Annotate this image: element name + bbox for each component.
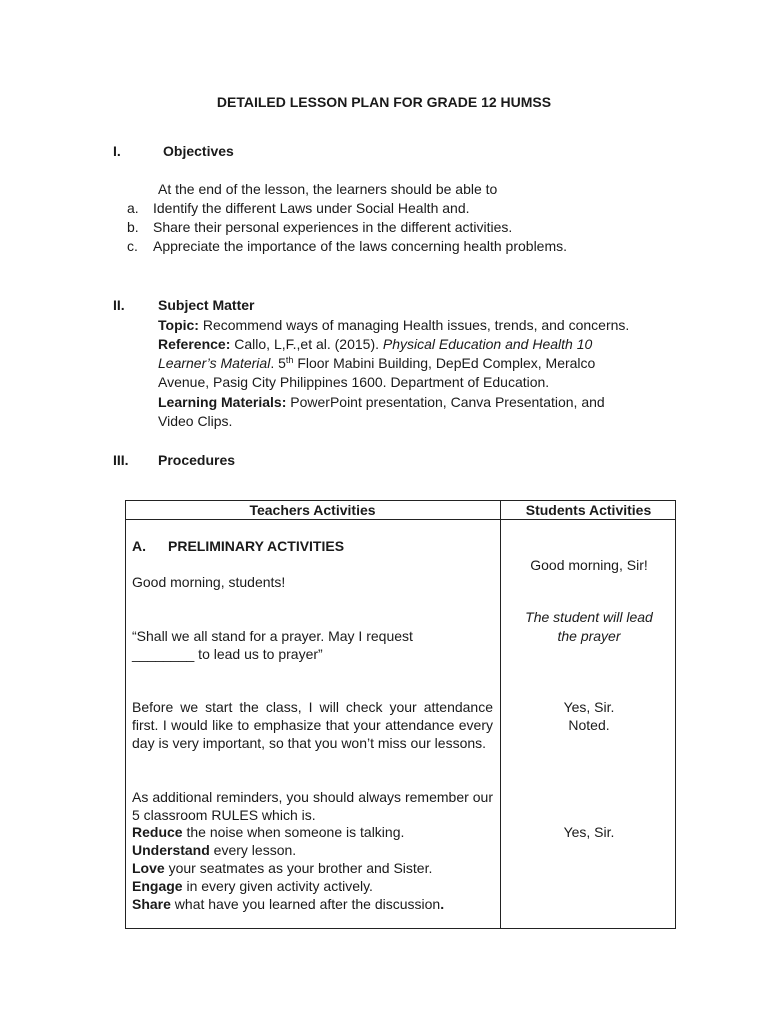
student-yes-2: Yes, Sir. <box>563 824 615 840</box>
student-greeting: Good morning, Sir! <box>530 557 648 573</box>
objective-marker: b. <box>127 219 139 235</box>
reference-address-2: Avenue, Pasig City Philippines 1600. Department of Education. <box>158 374 550 390</box>
objective-item: Appreciate the importance of the laws concerning health problems. <box>153 238 568 254</box>
student-noted: Noted. <box>568 717 610 733</box>
reference-superscript: th <box>285 355 294 365</box>
reference-line-2 <box>158 354 595 373</box>
section-title: PRELIMINARY ACTIVITIES <box>168 538 345 554</box>
section-number-objectives: I. <box>113 143 121 159</box>
rule-word: Reduce <box>132 824 183 840</box>
materials-label: Learning Materials: <box>158 394 287 410</box>
materials-text-1: PowerPoint presentation, Canva Presentation, and <box>290 394 605 410</box>
reference-authors: Callo, L,F.,et al. (2015). <box>234 336 380 352</box>
student-prayer-line-2: the prayer <box>557 628 621 644</box>
rule-word: Understand <box>132 842 210 858</box>
objectives-intro: At the end of the lesson, the learners should be able to <box>158 181 498 197</box>
topic-line <box>158 316 629 335</box>
objective-item: Identify the different Laws under Social Health and. <box>153 200 470 216</box>
students-activities-header: Students Activities <box>525 502 652 518</box>
rule-text: the noise when someone is talking. <box>182 824 405 840</box>
teacher-attendance: Before we start the class, I will check your attendance first. I would like to emphasize that your attendance every day is very important, so that you won’t miss our lessons. <box>132 699 493 751</box>
teacher-prayer-line-2: ________ to lead us to prayer” <box>132 646 323 662</box>
rule-share <box>132 895 493 913</box>
materials-line-1 <box>158 393 605 412</box>
reference-label: Reference: <box>158 336 231 352</box>
rule-text: in every given activity actively. <box>182 878 373 894</box>
preliminary-activities-heading <box>132 537 493 555</box>
document-title: DETAILED LESSON PLAN FOR GRADE 12 HUMSS <box>216 94 552 110</box>
rule-word: Love <box>132 860 165 876</box>
student-prayer-line-1: The student will lead <box>525 609 653 625</box>
rule-engage <box>132 877 493 895</box>
section-number-subject-matter: II. <box>113 297 125 313</box>
section-letter: A. <box>132 538 146 554</box>
rule-understand <box>132 841 493 859</box>
materials-text-2: Video Clips. <box>158 413 233 429</box>
rule-end: . <box>440 896 445 912</box>
rule-text: your seatmates as your brother and Sister. <box>164 860 433 876</box>
teachers-activities-header: Teachers Activities <box>249 502 376 518</box>
section-heading-procedures: Procedures <box>158 452 236 468</box>
rule-text: every lesson. <box>209 842 297 858</box>
objective-item: Share their personal experiences in the different activities. <box>153 219 513 235</box>
rule-word: Share <box>132 896 171 912</box>
teacher-reminders: As additional reminders, you should always remember our 5 classroom RULES which is. <box>132 789 493 823</box>
reference-title-1: Physical Education and Health 10 <box>382 336 593 352</box>
rule-reduce <box>132 823 493 841</box>
teacher-prayer-line-1: “Shall we all stand for a prayer. May I request <box>132 628 413 644</box>
reference-title-2: Learner’s Material <box>158 355 271 371</box>
objective-marker: a. <box>127 200 139 216</box>
rule-love <box>132 859 493 877</box>
topic-label: Topic: <box>158 317 199 333</box>
table-header-divider <box>125 519 676 520</box>
reference-line-1 <box>158 335 592 354</box>
rule-word: Engage <box>132 878 183 894</box>
rule-text: what have you learned after the discussion <box>170 896 441 912</box>
teacher-greeting: Good morning, students! <box>132 574 286 590</box>
section-number-procedures: III. <box>113 452 129 468</box>
objective-marker: c. <box>127 238 138 254</box>
section-heading-subject-matter: Subject Matter <box>158 297 255 313</box>
student-yes-1: Yes, Sir. <box>563 699 615 715</box>
section-heading-objectives: Objectives <box>163 143 234 159</box>
topic-text: Recommend ways of managing Health issues, trends, and concerns. <box>202 317 630 333</box>
reference-after-title: . 5 <box>270 355 286 371</box>
reference-address-1: Floor Mabini Building, DepEd Complex, Meralco <box>297 355 596 371</box>
